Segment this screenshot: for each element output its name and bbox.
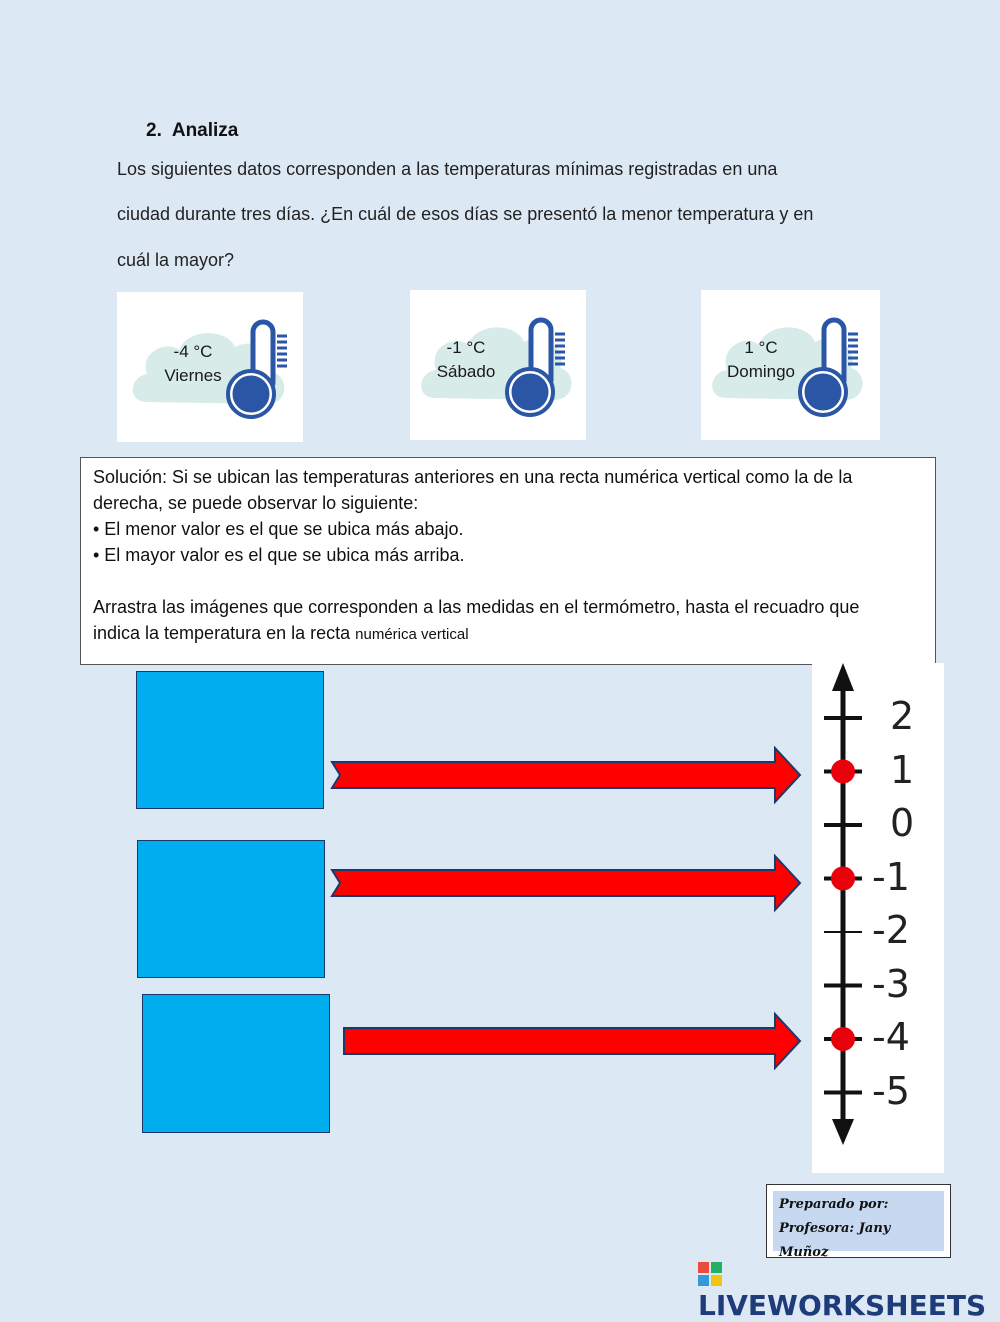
arrow-to-1	[330, 745, 805, 805]
vertical-number-line	[812, 663, 944, 1173]
intro-line-3: cuál la mayor?	[117, 250, 235, 270]
tick-label-1: 1	[890, 747, 915, 792]
credit-line-2: Profesora: Jany Muñoz	[779, 1221, 891, 1260]
section-number: 2.	[146, 120, 162, 141]
solution-bullet-1: • El menor valor es el que se ubica más abajo.	[93, 519, 464, 539]
drop-target-minus-4[interactable]	[142, 994, 330, 1133]
card-day: Viernes	[164, 366, 222, 385]
tick-label--2: -2	[872, 908, 910, 952]
temperature-card-domingo[interactable]	[701, 290, 880, 440]
marked-point-1	[831, 760, 855, 784]
tick-label-2: 2	[890, 694, 915, 738]
intro-line-2: ciudad durante tres días. ¿En cuál de esos días se presentó la menor temperatura y en	[117, 204, 814, 224]
tick-label-0: 0	[890, 801, 915, 845]
tick-label--5: -5	[872, 1068, 910, 1113]
brand-name: LIVEWORKSHEETS	[698, 1289, 987, 1322]
credit-box	[766, 1184, 951, 1258]
marked-point--1	[831, 867, 855, 891]
temperature-card-sabado[interactable]	[410, 290, 586, 440]
card-temp: 1 °C	[744, 338, 778, 357]
solution-line-3: Arrastra las imágenes que corresponden a las medidas en el termómetro, hasta el recuadro que	[93, 597, 860, 617]
solution-bullet-2: • El mayor valor es el que se ubica más arriba.	[93, 545, 465, 565]
card-temp: -4 °C	[173, 342, 213, 361]
intro-line-1: Los siguientes datos corresponden a las temperaturas mínimas registradas en una	[117, 159, 778, 179]
card-day: Sábado	[436, 362, 496, 381]
solution-line-4: indica la temperatura en la recta	[93, 623, 356, 643]
tick-label--1: -1	[872, 854, 910, 899]
arrow-to-minus-4	[342, 1011, 805, 1071]
section-heading	[146, 120, 238, 142]
section-title: Analiza	[171, 120, 239, 141]
drop-target-minus-1[interactable]	[137, 840, 325, 978]
solution-line-1: Solución: Si se ubican las temperaturas anteriores en una recta numérica vertical como la de la	[93, 467, 853, 487]
solution-box	[80, 457, 936, 665]
temperature-card-viernes[interactable]	[117, 292, 303, 442]
arrow-to-minus-1	[330, 853, 805, 913]
tick-label--3: -3	[872, 961, 910, 1006]
credit-line-1: Preparado por:	[779, 1197, 889, 1212]
liveworksheets-brand	[698, 1256, 1000, 1322]
drop-target-1[interactable]	[136, 671, 324, 809]
card-temp: -1 °C	[446, 338, 486, 357]
liveworksheets-logo-icon	[698, 1262, 722, 1286]
solution-line-2: derecha, se puede observar lo siguiente:	[93, 493, 419, 513]
tick-label--4: -4	[872, 1015, 910, 1059]
card-day: Domingo	[726, 362, 796, 381]
solution-line-4-tail: numérica vertical	[355, 626, 469, 643]
marked-point--4	[831, 1027, 855, 1051]
